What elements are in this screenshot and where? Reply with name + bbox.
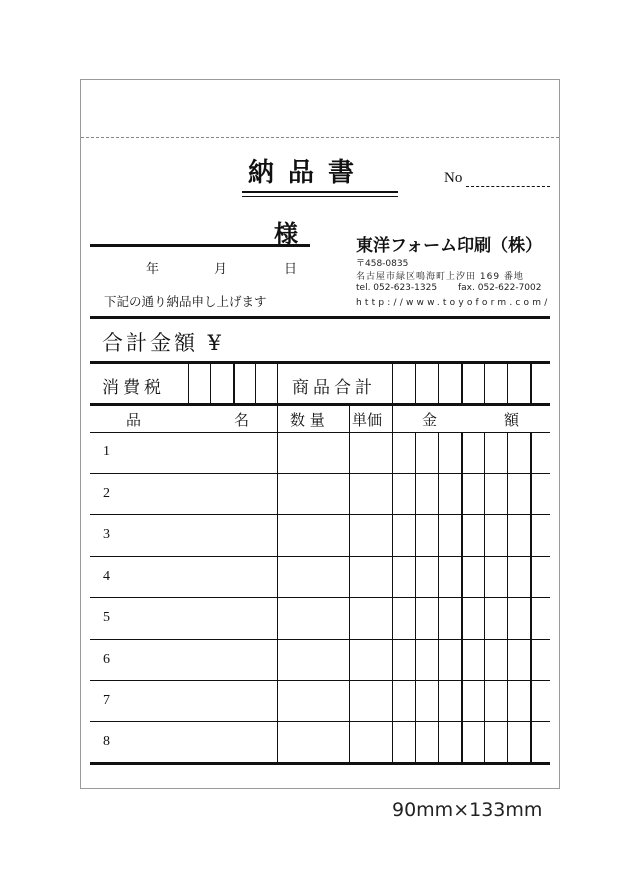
row-separator [90,556,550,557]
product-subtotal-label: 商品合計 [292,378,376,398]
recipient-name-line [90,244,310,247]
row-separator [90,680,550,681]
header-quantity: 数 量 [290,411,325,429]
consumption-tax-label: 消費税 [102,378,165,398]
number-field-line [466,186,550,187]
subtotal-cell-divider [392,363,393,403]
column-divider-item [277,405,278,763]
tax-cell-divider [255,363,256,403]
subtotal-cell-divider [461,363,463,403]
header-item-right: 名 [234,411,250,429]
date-year-label: 年 [146,262,160,277]
honorific-sama: 様 [274,219,298,248]
header-item-left: 品 [126,411,142,429]
column-divider-unit-price [392,405,393,763]
row-number: 2 [103,486,110,501]
date-month-label: 月 [214,262,228,277]
row-separator [90,597,550,598]
row-number: 8 [103,734,110,749]
subtotal-cell-divider [438,363,439,403]
company-fax: fax. 052-622-7002 [458,283,542,293]
row-number: 4 [103,569,110,584]
subtotal-cell-divider [484,363,485,403]
size-caption: 90mm×133mm [392,799,543,821]
number-label: No [444,170,463,186]
total-bottom-rule [90,361,550,364]
title-underline-thin [242,196,398,197]
perforation-line [81,137,559,138]
row-separator [90,639,550,640]
company-url: http://www.toyoform.com/ [356,298,551,308]
row-number: 1 [103,444,110,459]
subtotal-cell-divider [415,363,416,403]
header-unit-price: 単価 [352,411,383,429]
row-separator [90,721,550,722]
column-divider-quantity [349,405,350,763]
table-bottom-rule [90,762,550,765]
amount-digit-divider [507,433,508,763]
total-amount-label: 合計金額 ¥ [102,331,225,355]
row-number: 6 [103,652,110,667]
row-number: 7 [103,693,110,708]
row-separator [90,473,550,474]
subtotal-cell-divider [530,363,532,403]
form-title: 納品書 [248,158,369,188]
delivery-note: 下記の通り納品申し上げます [104,294,267,309]
row-number: 5 [103,610,110,625]
amount-digit-divider [461,433,463,763]
row-number: 3 [103,527,110,542]
amount-digit-divider [415,433,416,763]
amount-digit-divider [530,433,532,763]
company-tel: tel. 052-623-1325 [356,283,438,293]
subtotal-cell-divider [507,363,508,403]
amount-digit-divider [438,433,439,763]
header-bottom-rule [90,316,550,319]
company-postal-code: 〒458-0835 [356,259,409,269]
row-separator [90,514,550,515]
tax-cell-divider [188,363,189,403]
amount-digit-divider [484,433,485,763]
company-name: 東洋フォーム印刷（株） [356,236,543,256]
header-amount-left: 金 [422,411,438,429]
column-header-rule [90,432,550,433]
date-day-label: 日 [284,262,298,277]
title-underline [242,191,398,193]
tax-cell-divider [233,363,235,403]
summary-center-divider [277,363,278,403]
header-amount-right: 額 [504,411,520,429]
tax-bottom-rule [90,403,550,406]
company-address: 名古屋市緑区鳴海町上汐田 169 番地 [356,272,524,282]
tax-cell-divider [210,363,211,403]
